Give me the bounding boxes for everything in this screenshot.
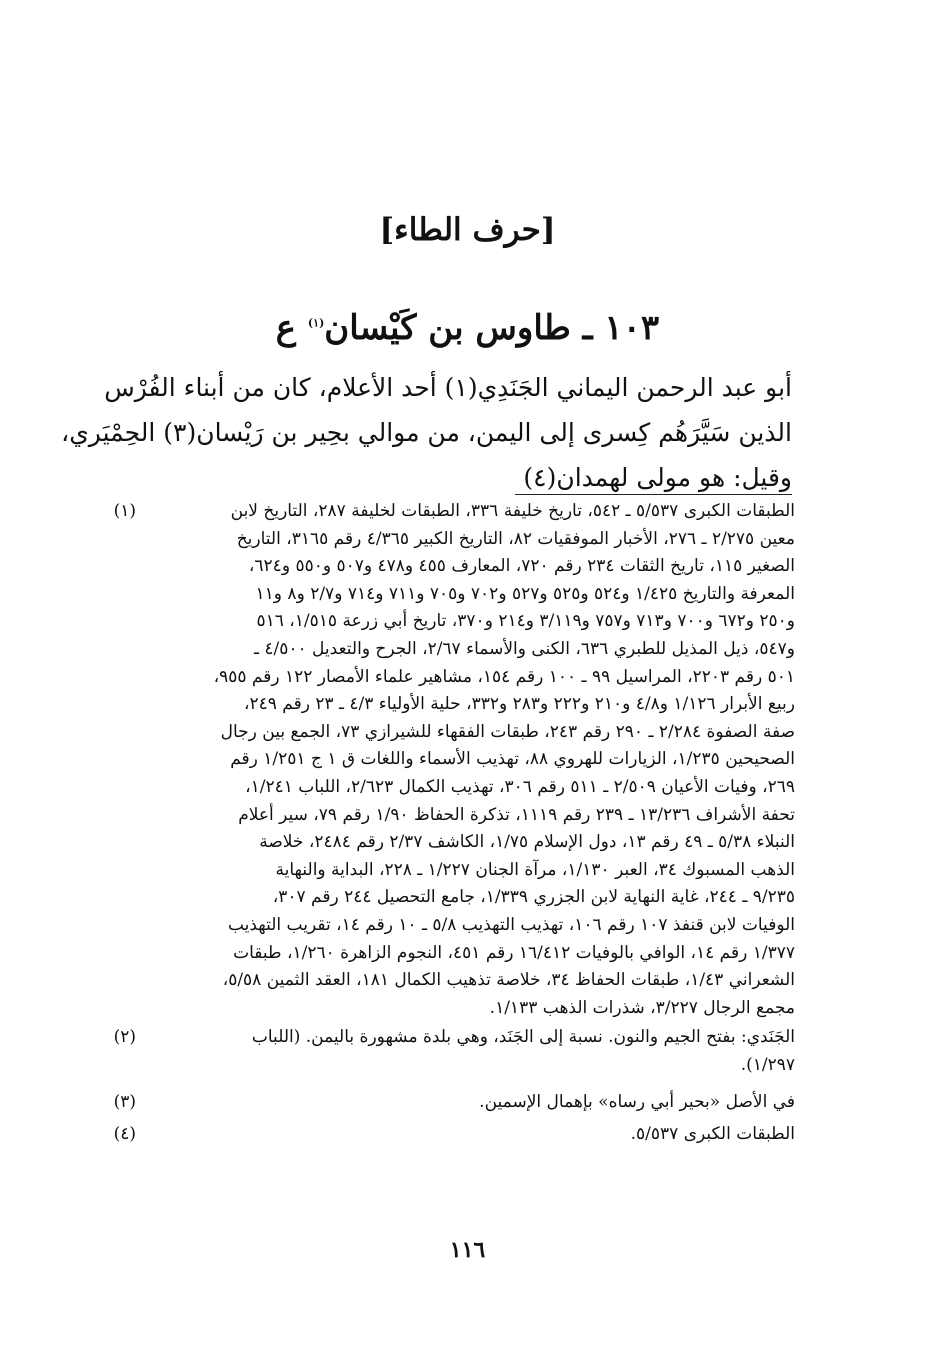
footnote-line: معين ٢/٢٧٥ ـ ٢٧٦، الأخبار الموفقيات ٨٢، التاريخ الكبير ٤/٣٦٥ رقم ٣١٦٥، التاريخ <box>236 528 795 549</box>
biography-line: الذين سَيَّرَهُم كِسرى إلى اليمن، من موالي بحِير بن رَيْسان(٣) الحِمْيَري، <box>61 418 792 447</box>
footnotes <box>100 498 795 1149</box>
footnote-line: صفة الصفوة ٢/٢٨٤ ـ ٢٩٠ رقم ٢٤٣، طبقات الفقهاء للشيرازي ٧٣، الجمع بين رجال <box>220 721 795 742</box>
biography-line: وقيل: هو مولى لهمدان(٤) <box>523 463 792 492</box>
entry-symbol: ع <box>275 308 297 348</box>
footnote-line: تحفة الأشراف ١٣/٢٣٦ ـ ٢٣٩ رقم ١١١٩، تذكرة الحفاظ ١/٩٠ رقم ٧٩، سير أعلام <box>238 804 795 825</box>
footnote-1 <box>100 498 795 1022</box>
entry-footnote-mark: (١) <box>307 316 325 330</box>
entry-number: ١٠٣ <box>604 308 660 348</box>
footnote-3 <box>100 1089 795 1117</box>
footnote-text <box>136 1089 795 1117</box>
footnote-line: الجَنَدي: بفتح الجيم والنون. نسبة إلى الجَنَد، وهي بلدة مشهورة باليمن. (اللباب <box>251 1027 795 1048</box>
entry-title <box>0 308 935 348</box>
footnote-text <box>136 1024 795 1079</box>
footnote-text <box>136 1121 795 1149</box>
footnote-4 <box>100 1121 795 1149</box>
footnote-text <box>136 498 795 1022</box>
biography-line: أبو عبد الرحمن اليماني الجَنَدِي(١) أحد الأعلام، كان من أبناء الفُرْس <box>104 373 792 402</box>
footnote-line: في الأصل «بحير أبي رساه» بإهمال الإسمين. <box>479 1092 795 1113</box>
footnote-number: (٤) <box>113 1124 136 1145</box>
footnote-line: الصغير ١١٥، تاريخ الثقات ٢٣٤ رقم ٧٢٠، المعارف ٤٥٥ و٤٧٨ و٥٠٧ و٥٥٠ و٦٢٤، <box>248 556 795 577</box>
footnote-number: (٣) <box>113 1092 136 1113</box>
footnote-line: ربيع الأبرار ١/١٢٦ و٤/٨ و٢١٠ و٢٢٢ و٢٨٣ و٣٣٢، حلية الأولياء ٤/٣ ـ ٢٣ رقم ٢٤٩، <box>243 694 795 715</box>
footnote-line: الصحيحين ١/٢٣٥، الزيارات للهروي ٨٨، تهذيب الأسماء واللغات ق ١ ج ١/٢٥١ رقم <box>230 749 795 770</box>
footnote-2 <box>100 1024 795 1079</box>
footnote-divider <box>515 494 792 495</box>
footnote-line: النبلاء ٥/٣٨ ـ ٤٩ رقم ١٣، دول الإسلام ١/٧٥، الكاشف ٢/٣٧ رقم ٢٤٨٤، خلاصة <box>259 832 795 853</box>
footnote-line: الطبقات الكبرى ٥/٥٣٧. <box>630 1124 795 1145</box>
biography-paragraph <box>61 365 792 500</box>
entry-separator: ـ <box>582 308 593 348</box>
footnote-line: الشعراني ١/٤٣، طبقات الحفاظ ٣٤، خلاصة تذهيب الكمال ١٨١، العقد الثمين ٥/٥٨، <box>222 970 795 991</box>
footnote-line: ٢٦٩، وفيات الأعيان ٢/٥٠٩ ـ ٥١١ رقم ٣٠٦، تهذيب الكمال ٢/٦٢٣، اللباب ١/٢٤١، <box>245 776 795 797</box>
footnote-line: الطبقات الكبرى ٥/٥٣٧ ـ ٥٤٢، تاريخ خليفة ٣٣٦، الطبقات لخليفة ٢٨٧، التاريخ لابن <box>230 501 795 521</box>
footnote-line: المعرفة والتاريخ ١/٤٢٥ و٥٢٤ و٥٢٥ و٥٢٧ و٧٠٢ و٧٠٥ و٧١١ و٧١٤ و٢/٧ و٨ و١١ <box>255 583 795 604</box>
footnote-line: ٥٠١ رقم ٢٢٠٣، المراسيل ٩٩ ـ ١٠٠ رقم ١٥٤، مشاهير علماء الأمصار ١٢٢ رقم ٩٥٥، <box>213 666 795 687</box>
footnote-number: (١) <box>113 501 136 521</box>
footnote-line: الذهب المسبوك ٣٤، العبر ١/١٣٠، مرآة الجنان ١/٢٢٧ ـ ٢٢٨، البداية والنهاية <box>275 859 795 880</box>
footnote-line: ١/٢٩٧). <box>740 1054 795 1075</box>
page-number: ١١٦ <box>449 1237 486 1263</box>
footnote-line: و٢٥٠ و٦٧٢ و٧٠٠ و٧١٣ و٧٥٧ و٣/١١٩ و٢١٤ و٣٧٠، تاريخ أبي زرعة ١/٥١٥، ٥١٦ <box>256 611 795 632</box>
entry-name: طاوس بن كَيْسان <box>324 308 571 348</box>
footnote-line: مجمع الرجال ٣/٢٢٧، شذرات الذهب ١/١٣٣. <box>489 997 795 1018</box>
footnote-line: و٥٤٧، ذيل المذيل للطبري ٦٣٦، الكنى والأسماء ٢/٦٧، الجرح والتعديل ٤/٥٠٠ ـ <box>254 638 795 659</box>
footnote-line: ١/٣٧٧ رقم ١٤، الوافي بالوفيات ١٦/٤١٢ رقم ٤٥١، النجوم الزاهرة ١/٢٦٠، طبقات <box>233 942 795 963</box>
footnote-line: ٩/٢٣٥ ـ ٢٤٤، غاية النهاية لابن الجزري ١/٣٣٩، جامع التحصيل ٢٤٤ رقم ٣٠٧، <box>272 887 795 908</box>
footnote-line: الوفيات لابن قنفذ ١٠٧ رقم ١٠٦، تهذيب التهذيب ٥/٨ ـ ١٠ رقم ١٤، تقريب التهذيب <box>227 914 795 935</box>
footnote-number: (٢) <box>113 1027 136 1048</box>
section-heading: [حرف الطاء] <box>379 212 556 248</box>
